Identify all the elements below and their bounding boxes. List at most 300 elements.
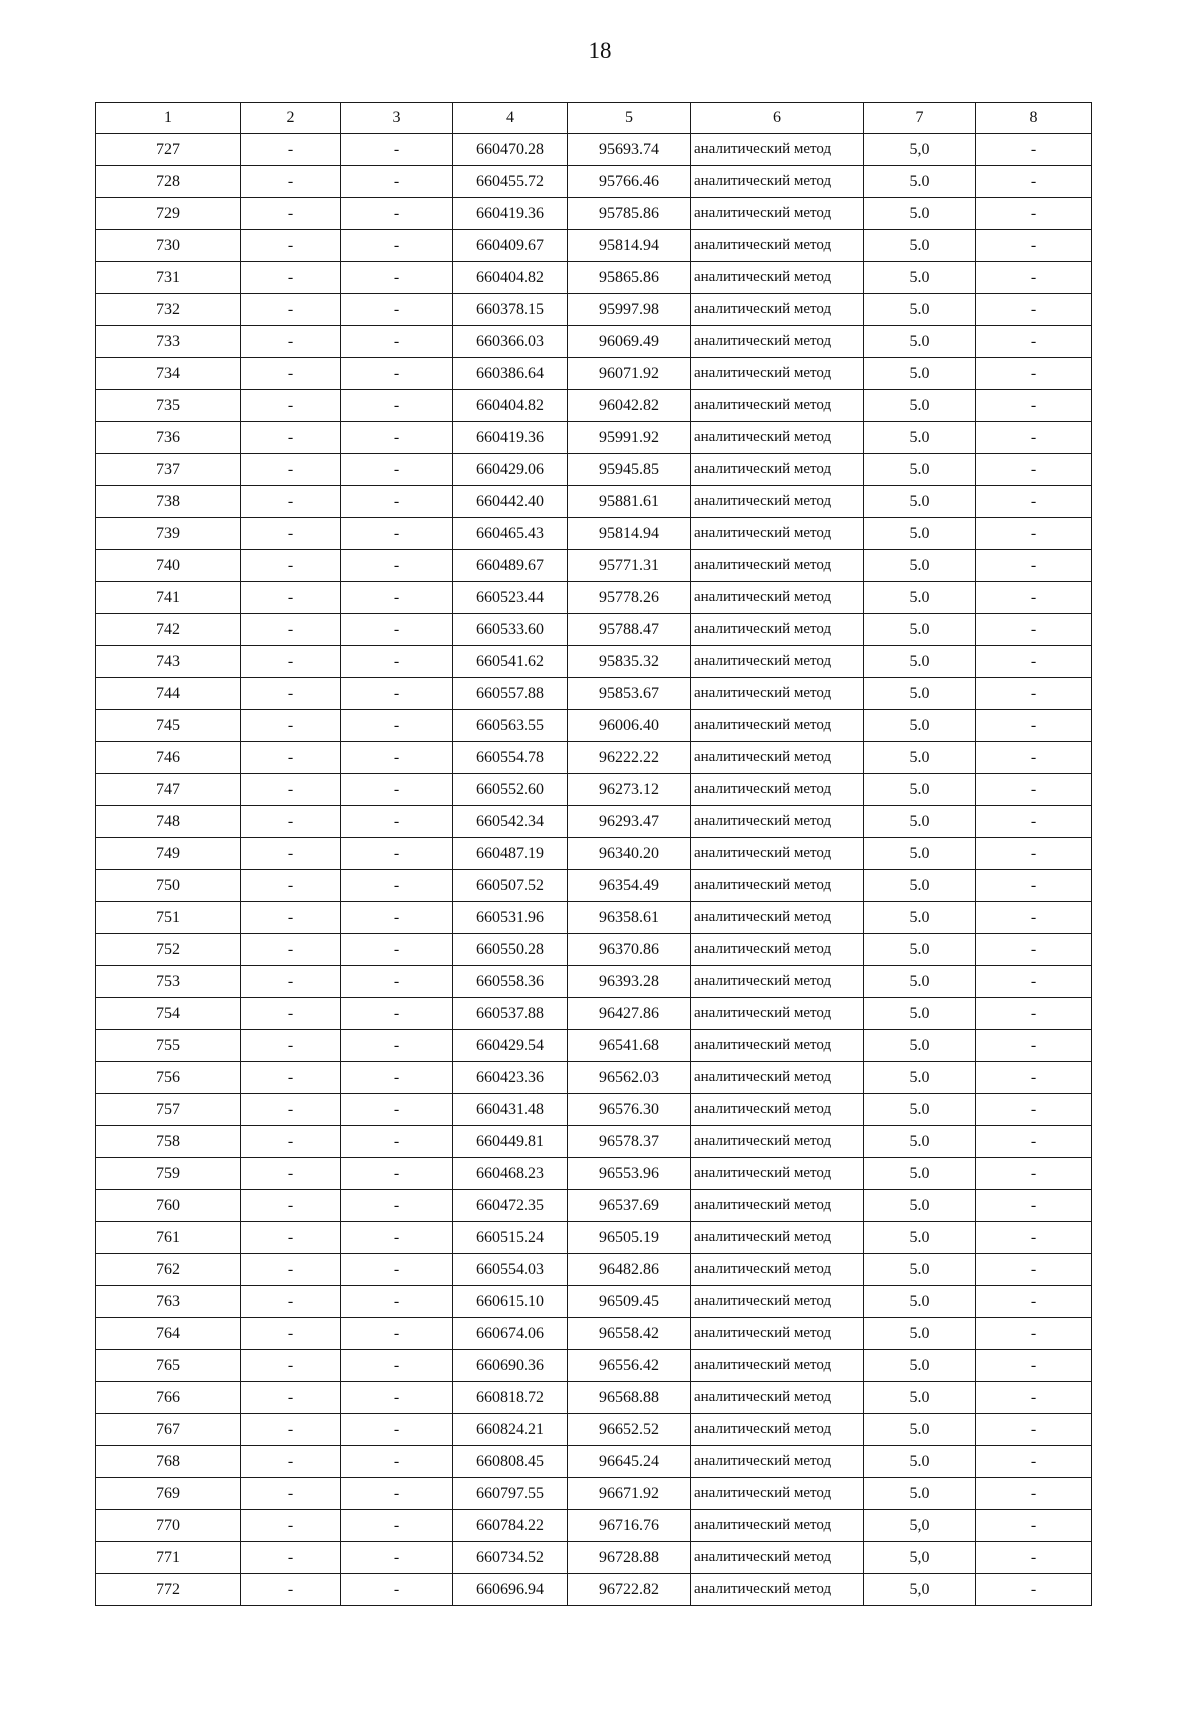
col8-cell: - — [976, 1510, 1092, 1542]
row-number-cell: 753 — [96, 966, 241, 998]
col2-cell: - — [241, 1158, 341, 1190]
col2-cell: - — [241, 134, 341, 166]
column-header-2: 2 — [241, 103, 341, 134]
col8-cell: - — [976, 518, 1092, 550]
row-number-cell: 759 — [96, 1158, 241, 1190]
y-coordinate-cell: 96358.61 — [568, 902, 691, 934]
col3-cell: - — [341, 294, 453, 326]
x-coordinate-cell: 660409.67 — [453, 230, 568, 262]
y-coordinate-cell: 96541.68 — [568, 1030, 691, 1062]
table-row — [96, 166, 1092, 198]
x-coordinate-cell: 660455.72 — [453, 166, 568, 198]
x-coordinate-cell: 660431.48 — [453, 1094, 568, 1126]
col3-cell: - — [341, 1126, 453, 1158]
col8-cell: - — [976, 454, 1092, 486]
accuracy-cell: 5.0 — [864, 1318, 976, 1350]
col2-cell: - — [241, 998, 341, 1030]
accuracy-cell: 5.0 — [864, 294, 976, 326]
accuracy-cell: 5.0 — [864, 710, 976, 742]
col2-cell: - — [241, 742, 341, 774]
table-row — [96, 1126, 1092, 1158]
col3-cell: - — [341, 806, 453, 838]
method-cell: аналитический метод — [691, 326, 864, 358]
x-coordinate-cell: 660696.94 — [453, 1574, 568, 1606]
method-cell: аналитический метод — [691, 1574, 864, 1606]
accuracy-cell: 5.0 — [864, 1478, 976, 1510]
method-cell: аналитический метод — [691, 774, 864, 806]
col2-cell: - — [241, 646, 341, 678]
col3-cell: - — [341, 838, 453, 870]
method-cell: аналитический метод — [691, 1286, 864, 1318]
col3-cell: - — [341, 1478, 453, 1510]
col3-cell: - — [341, 262, 453, 294]
col2-cell: - — [241, 518, 341, 550]
x-coordinate-cell: 660386.64 — [453, 358, 568, 390]
y-coordinate-cell: 96393.28 — [568, 966, 691, 998]
col2-cell: - — [241, 422, 341, 454]
col8-cell: - — [976, 1478, 1092, 1510]
x-coordinate-cell: 660419.36 — [453, 198, 568, 230]
y-coordinate-cell: 96558.42 — [568, 1318, 691, 1350]
method-cell: аналитический метод — [691, 1382, 864, 1414]
row-number-cell: 730 — [96, 230, 241, 262]
col3-cell: - — [341, 1030, 453, 1062]
col3-cell: - — [341, 166, 453, 198]
col3-cell: - — [341, 934, 453, 966]
col8-cell: - — [976, 838, 1092, 870]
col8-cell: - — [976, 550, 1092, 582]
table-row — [96, 1574, 1092, 1606]
col8-cell: - — [976, 870, 1092, 902]
method-cell: аналитический метод — [691, 518, 864, 550]
row-number-cell: 737 — [96, 454, 241, 486]
col3-cell: - — [341, 582, 453, 614]
table-row — [96, 198, 1092, 230]
col8-cell: - — [976, 1414, 1092, 1446]
x-coordinate-cell: 660537.88 — [453, 998, 568, 1030]
method-cell: аналитический метод — [691, 294, 864, 326]
col2-cell: - — [241, 230, 341, 262]
x-coordinate-cell: 660523.44 — [453, 582, 568, 614]
y-coordinate-cell: 96042.82 — [568, 390, 691, 422]
y-coordinate-cell: 96568.88 — [568, 1382, 691, 1414]
x-coordinate-cell: 660531.96 — [453, 902, 568, 934]
x-coordinate-cell: 660784.22 — [453, 1510, 568, 1542]
col3-cell: - — [341, 646, 453, 678]
accuracy-cell: 5,0 — [864, 1574, 976, 1606]
col8-cell: - — [976, 1190, 1092, 1222]
x-coordinate-cell: 660423.36 — [453, 1062, 568, 1094]
table-row — [96, 774, 1092, 806]
method-cell: аналитический метод — [691, 550, 864, 582]
accuracy-cell: 5,0 — [864, 134, 976, 166]
table-row — [96, 934, 1092, 966]
table-row — [96, 1062, 1092, 1094]
method-cell: аналитический метод — [691, 390, 864, 422]
y-coordinate-cell: 96652.52 — [568, 1414, 691, 1446]
row-number-cell: 728 — [96, 166, 241, 198]
x-coordinate-cell: 660533.60 — [453, 614, 568, 646]
col8-cell: - — [976, 646, 1092, 678]
col3-cell: - — [341, 1350, 453, 1382]
col3-cell: - — [341, 230, 453, 262]
column-header-4: 4 — [453, 103, 568, 134]
col2-cell: - — [241, 1382, 341, 1414]
col8-cell: - — [976, 614, 1092, 646]
method-cell: аналитический метод — [691, 1510, 864, 1542]
y-coordinate-cell: 95814.94 — [568, 518, 691, 550]
row-number-cell: 768 — [96, 1446, 241, 1478]
row-number-cell: 727 — [96, 134, 241, 166]
method-cell: аналитический метод — [691, 934, 864, 966]
row-number-cell: 756 — [96, 1062, 241, 1094]
y-coordinate-cell: 96505.19 — [568, 1222, 691, 1254]
method-cell: аналитический метод — [691, 1062, 864, 1094]
accuracy-cell: 5,0 — [864, 1510, 976, 1542]
col2-cell: - — [241, 582, 341, 614]
method-cell: аналитический метод — [691, 358, 864, 390]
col3-cell: - — [341, 1062, 453, 1094]
col8-cell: - — [976, 710, 1092, 742]
y-coordinate-cell: 95997.98 — [568, 294, 691, 326]
y-coordinate-cell: 95766.46 — [568, 166, 691, 198]
accuracy-cell: 5.0 — [864, 998, 976, 1030]
method-cell: аналитический метод — [691, 1542, 864, 1574]
table-row — [96, 902, 1092, 934]
y-coordinate-cell: 95778.26 — [568, 582, 691, 614]
y-coordinate-cell: 96427.86 — [568, 998, 691, 1030]
column-header-1: 1 — [96, 103, 241, 134]
col3-cell: - — [341, 1446, 453, 1478]
method-cell: аналитический метод — [691, 742, 864, 774]
column-header-3: 3 — [341, 103, 453, 134]
x-coordinate-cell: 660468.23 — [453, 1158, 568, 1190]
col8-cell: - — [976, 166, 1092, 198]
method-cell: аналитический метод — [691, 1318, 864, 1350]
table-row — [96, 1510, 1092, 1542]
col8-cell: - — [976, 294, 1092, 326]
accuracy-cell: 5.0 — [864, 838, 976, 870]
col8-cell: - — [976, 262, 1092, 294]
col2-cell: - — [241, 358, 341, 390]
table-row — [96, 742, 1092, 774]
accuracy-cell: 5.0 — [864, 774, 976, 806]
y-coordinate-cell: 95881.61 — [568, 486, 691, 518]
col3-cell: - — [341, 134, 453, 166]
col2-cell: - — [241, 166, 341, 198]
col8-cell: - — [976, 422, 1092, 454]
col2-cell: - — [241, 902, 341, 934]
row-number-cell: 763 — [96, 1286, 241, 1318]
table-row — [96, 422, 1092, 454]
method-cell: аналитический метод — [691, 1190, 864, 1222]
col3-cell: - — [341, 1542, 453, 1574]
table-row — [96, 1542, 1092, 1574]
accuracy-cell: 5.0 — [864, 230, 976, 262]
row-number-cell: 766 — [96, 1382, 241, 1414]
table-row — [96, 1414, 1092, 1446]
col8-cell: - — [976, 1062, 1092, 1094]
y-coordinate-cell: 95814.94 — [568, 230, 691, 262]
accuracy-cell: 5.0 — [864, 262, 976, 294]
y-coordinate-cell: 95865.86 — [568, 262, 691, 294]
table-row — [96, 1254, 1092, 1286]
table-row — [96, 326, 1092, 358]
col2-cell: - — [241, 1574, 341, 1606]
col3-cell: - — [341, 454, 453, 486]
method-cell: аналитический метод — [691, 166, 864, 198]
page-number: 18 — [588, 38, 612, 63]
col2-cell: - — [241, 390, 341, 422]
accuracy-cell: 5.0 — [864, 1350, 976, 1382]
accuracy-cell: 5.0 — [864, 518, 976, 550]
y-coordinate-cell: 96578.37 — [568, 1126, 691, 1158]
row-number-cell: 741 — [96, 582, 241, 614]
row-number-cell: 735 — [96, 390, 241, 422]
method-cell: аналитический метод — [691, 614, 864, 646]
x-coordinate-cell: 660808.45 — [453, 1446, 568, 1478]
method-cell: аналитический метод — [691, 998, 864, 1030]
x-coordinate-cell: 660378.15 — [453, 294, 568, 326]
col2-cell: - — [241, 1286, 341, 1318]
accuracy-cell: 5.0 — [864, 1030, 976, 1062]
x-coordinate-cell: 660563.55 — [453, 710, 568, 742]
method-cell: аналитический метод — [691, 838, 864, 870]
col8-cell: - — [976, 390, 1092, 422]
y-coordinate-cell: 95945.85 — [568, 454, 691, 486]
x-coordinate-cell: 660507.52 — [453, 870, 568, 902]
x-coordinate-cell: 660487.19 — [453, 838, 568, 870]
col8-cell: - — [976, 1542, 1092, 1574]
row-number-cell: 738 — [96, 486, 241, 518]
method-cell: аналитический метод — [691, 486, 864, 518]
accuracy-cell: 5,0 — [864, 1542, 976, 1574]
row-number-cell: 732 — [96, 294, 241, 326]
table-row — [96, 1030, 1092, 1062]
accuracy-cell: 5.0 — [864, 358, 976, 390]
table-row — [96, 998, 1092, 1030]
table-row — [96, 262, 1092, 294]
x-coordinate-cell: 660449.81 — [453, 1126, 568, 1158]
accuracy-cell: 5.0 — [864, 1446, 976, 1478]
method-cell: аналитический метод — [691, 646, 864, 678]
col8-cell: - — [976, 134, 1092, 166]
col8-cell: - — [976, 1574, 1092, 1606]
col3-cell: - — [341, 1190, 453, 1222]
row-number-cell: 761 — [96, 1222, 241, 1254]
col8-cell: - — [976, 774, 1092, 806]
y-coordinate-cell: 96340.20 — [568, 838, 691, 870]
col3-cell: - — [341, 1382, 453, 1414]
col8-cell: - — [976, 742, 1092, 774]
y-coordinate-cell: 96273.12 — [568, 774, 691, 806]
col2-cell: - — [241, 1062, 341, 1094]
col8-cell: - — [976, 934, 1092, 966]
x-coordinate-cell: 660554.03 — [453, 1254, 568, 1286]
row-number-cell: 762 — [96, 1254, 241, 1286]
col3-cell: - — [341, 198, 453, 230]
accuracy-cell: 5.0 — [864, 1158, 976, 1190]
col8-cell: - — [976, 1286, 1092, 1318]
col8-cell: - — [976, 1350, 1092, 1382]
row-number-cell: 746 — [96, 742, 241, 774]
accuracy-cell: 5.0 — [864, 422, 976, 454]
x-coordinate-cell: 660404.82 — [453, 262, 568, 294]
col2-cell: - — [241, 1190, 341, 1222]
col8-cell: - — [976, 1254, 1092, 1286]
method-cell: аналитический метод — [691, 710, 864, 742]
table-row — [96, 294, 1092, 326]
col3-cell: - — [341, 710, 453, 742]
col8-cell: - — [976, 1158, 1092, 1190]
col2-cell: - — [241, 678, 341, 710]
col3-cell: - — [341, 326, 453, 358]
y-coordinate-cell: 95991.92 — [568, 422, 691, 454]
coordinates-table — [95, 102, 1092, 1606]
row-number-cell: 742 — [96, 614, 241, 646]
col3-cell: - — [341, 774, 453, 806]
row-number-cell: 740 — [96, 550, 241, 582]
row-number-cell: 749 — [96, 838, 241, 870]
row-number-cell: 754 — [96, 998, 241, 1030]
table-row — [96, 582, 1092, 614]
row-number-cell: 770 — [96, 1510, 241, 1542]
col2-cell: - — [241, 1350, 341, 1382]
col8-cell: - — [976, 998, 1092, 1030]
accuracy-cell: 5.0 — [864, 454, 976, 486]
accuracy-cell: 5.0 — [864, 166, 976, 198]
col8-cell: - — [976, 582, 1092, 614]
accuracy-cell: 5.0 — [864, 390, 976, 422]
col2-cell: - — [241, 454, 341, 486]
y-coordinate-cell: 95788.47 — [568, 614, 691, 646]
row-number-cell: 764 — [96, 1318, 241, 1350]
col2-cell: - — [241, 1030, 341, 1062]
method-cell: аналитический метод — [691, 582, 864, 614]
col3-cell: - — [341, 678, 453, 710]
method-cell: аналитический метод — [691, 1254, 864, 1286]
row-number-cell: 760 — [96, 1190, 241, 1222]
table-row — [96, 646, 1092, 678]
row-number-cell: 755 — [96, 1030, 241, 1062]
col3-cell: - — [341, 518, 453, 550]
accuracy-cell: 5.0 — [864, 582, 976, 614]
col2-cell: - — [241, 550, 341, 582]
y-coordinate-cell: 96728.88 — [568, 1542, 691, 1574]
method-cell: аналитический метод — [691, 966, 864, 998]
row-number-cell: 751 — [96, 902, 241, 934]
table-row — [96, 806, 1092, 838]
col3-cell: - — [341, 1254, 453, 1286]
table-row — [96, 1350, 1092, 1382]
col8-cell: - — [976, 1318, 1092, 1350]
method-cell: аналитический метод — [691, 1478, 864, 1510]
column-header-6: 6 — [691, 103, 864, 134]
y-coordinate-cell: 96509.45 — [568, 1286, 691, 1318]
row-number-cell: 758 — [96, 1126, 241, 1158]
col3-cell: - — [341, 1158, 453, 1190]
col3-cell: - — [341, 870, 453, 902]
col3-cell: - — [341, 1574, 453, 1606]
y-coordinate-cell: 96069.49 — [568, 326, 691, 358]
col2-cell: - — [241, 966, 341, 998]
accuracy-cell: 5.0 — [864, 1190, 976, 1222]
col3-cell: - — [341, 486, 453, 518]
row-number-cell: 765 — [96, 1350, 241, 1382]
col8-cell: - — [976, 198, 1092, 230]
y-coordinate-cell: 95853.67 — [568, 678, 691, 710]
accuracy-cell: 5.0 — [864, 806, 976, 838]
col2-cell: - — [241, 806, 341, 838]
row-number-cell: 745 — [96, 710, 241, 742]
table-row — [96, 838, 1092, 870]
row-number-cell: 772 — [96, 1574, 241, 1606]
method-cell: аналитический метод — [691, 1030, 864, 1062]
col2-cell: - — [241, 838, 341, 870]
x-coordinate-cell: 660674.06 — [453, 1318, 568, 1350]
x-coordinate-cell: 660442.40 — [453, 486, 568, 518]
table-row — [96, 230, 1092, 262]
col2-cell: - — [241, 486, 341, 518]
table-row — [96, 1318, 1092, 1350]
col8-cell: - — [976, 1382, 1092, 1414]
col2-cell: - — [241, 262, 341, 294]
row-number-cell: 767 — [96, 1414, 241, 1446]
y-coordinate-cell: 95771.31 — [568, 550, 691, 582]
accuracy-cell: 5.0 — [864, 1286, 976, 1318]
col2-cell: - — [241, 1318, 341, 1350]
x-coordinate-cell: 660472.35 — [453, 1190, 568, 1222]
x-coordinate-cell: 660515.24 — [453, 1222, 568, 1254]
row-number-cell: 771 — [96, 1542, 241, 1574]
y-coordinate-cell: 96576.30 — [568, 1094, 691, 1126]
accuracy-cell: 5.0 — [864, 678, 976, 710]
col8-cell: - — [976, 678, 1092, 710]
table-row — [96, 678, 1092, 710]
col2-cell: - — [241, 1446, 341, 1478]
col3-cell: - — [341, 742, 453, 774]
row-number-cell: 734 — [96, 358, 241, 390]
x-coordinate-cell: 660734.52 — [453, 1542, 568, 1574]
y-coordinate-cell: 96556.42 — [568, 1350, 691, 1382]
x-coordinate-cell: 660690.36 — [453, 1350, 568, 1382]
x-coordinate-cell: 660465.43 — [453, 518, 568, 550]
accuracy-cell: 5.0 — [864, 1062, 976, 1094]
accuracy-cell: 5.0 — [864, 646, 976, 678]
method-cell: аналитический метод — [691, 1094, 864, 1126]
col3-cell: - — [341, 1286, 453, 1318]
x-coordinate-cell: 660489.67 — [453, 550, 568, 582]
table-row — [96, 1286, 1092, 1318]
x-coordinate-cell: 660542.34 — [453, 806, 568, 838]
table-row — [96, 710, 1092, 742]
accuracy-cell: 5.0 — [864, 326, 976, 358]
accuracy-cell: 5.0 — [864, 1222, 976, 1254]
col3-cell: - — [341, 358, 453, 390]
table-row — [96, 1190, 1092, 1222]
method-cell: аналитический метод — [691, 902, 864, 934]
accuracy-cell: 5.0 — [864, 550, 976, 582]
col3-cell: - — [341, 1094, 453, 1126]
row-number-cell: 744 — [96, 678, 241, 710]
col8-cell: - — [976, 1094, 1092, 1126]
method-cell: аналитический метод — [691, 870, 864, 902]
x-coordinate-cell: 660541.62 — [453, 646, 568, 678]
accuracy-cell: 5.0 — [864, 742, 976, 774]
col8-cell: - — [976, 1126, 1092, 1158]
col3-cell: - — [341, 614, 453, 646]
table-row — [96, 486, 1092, 518]
